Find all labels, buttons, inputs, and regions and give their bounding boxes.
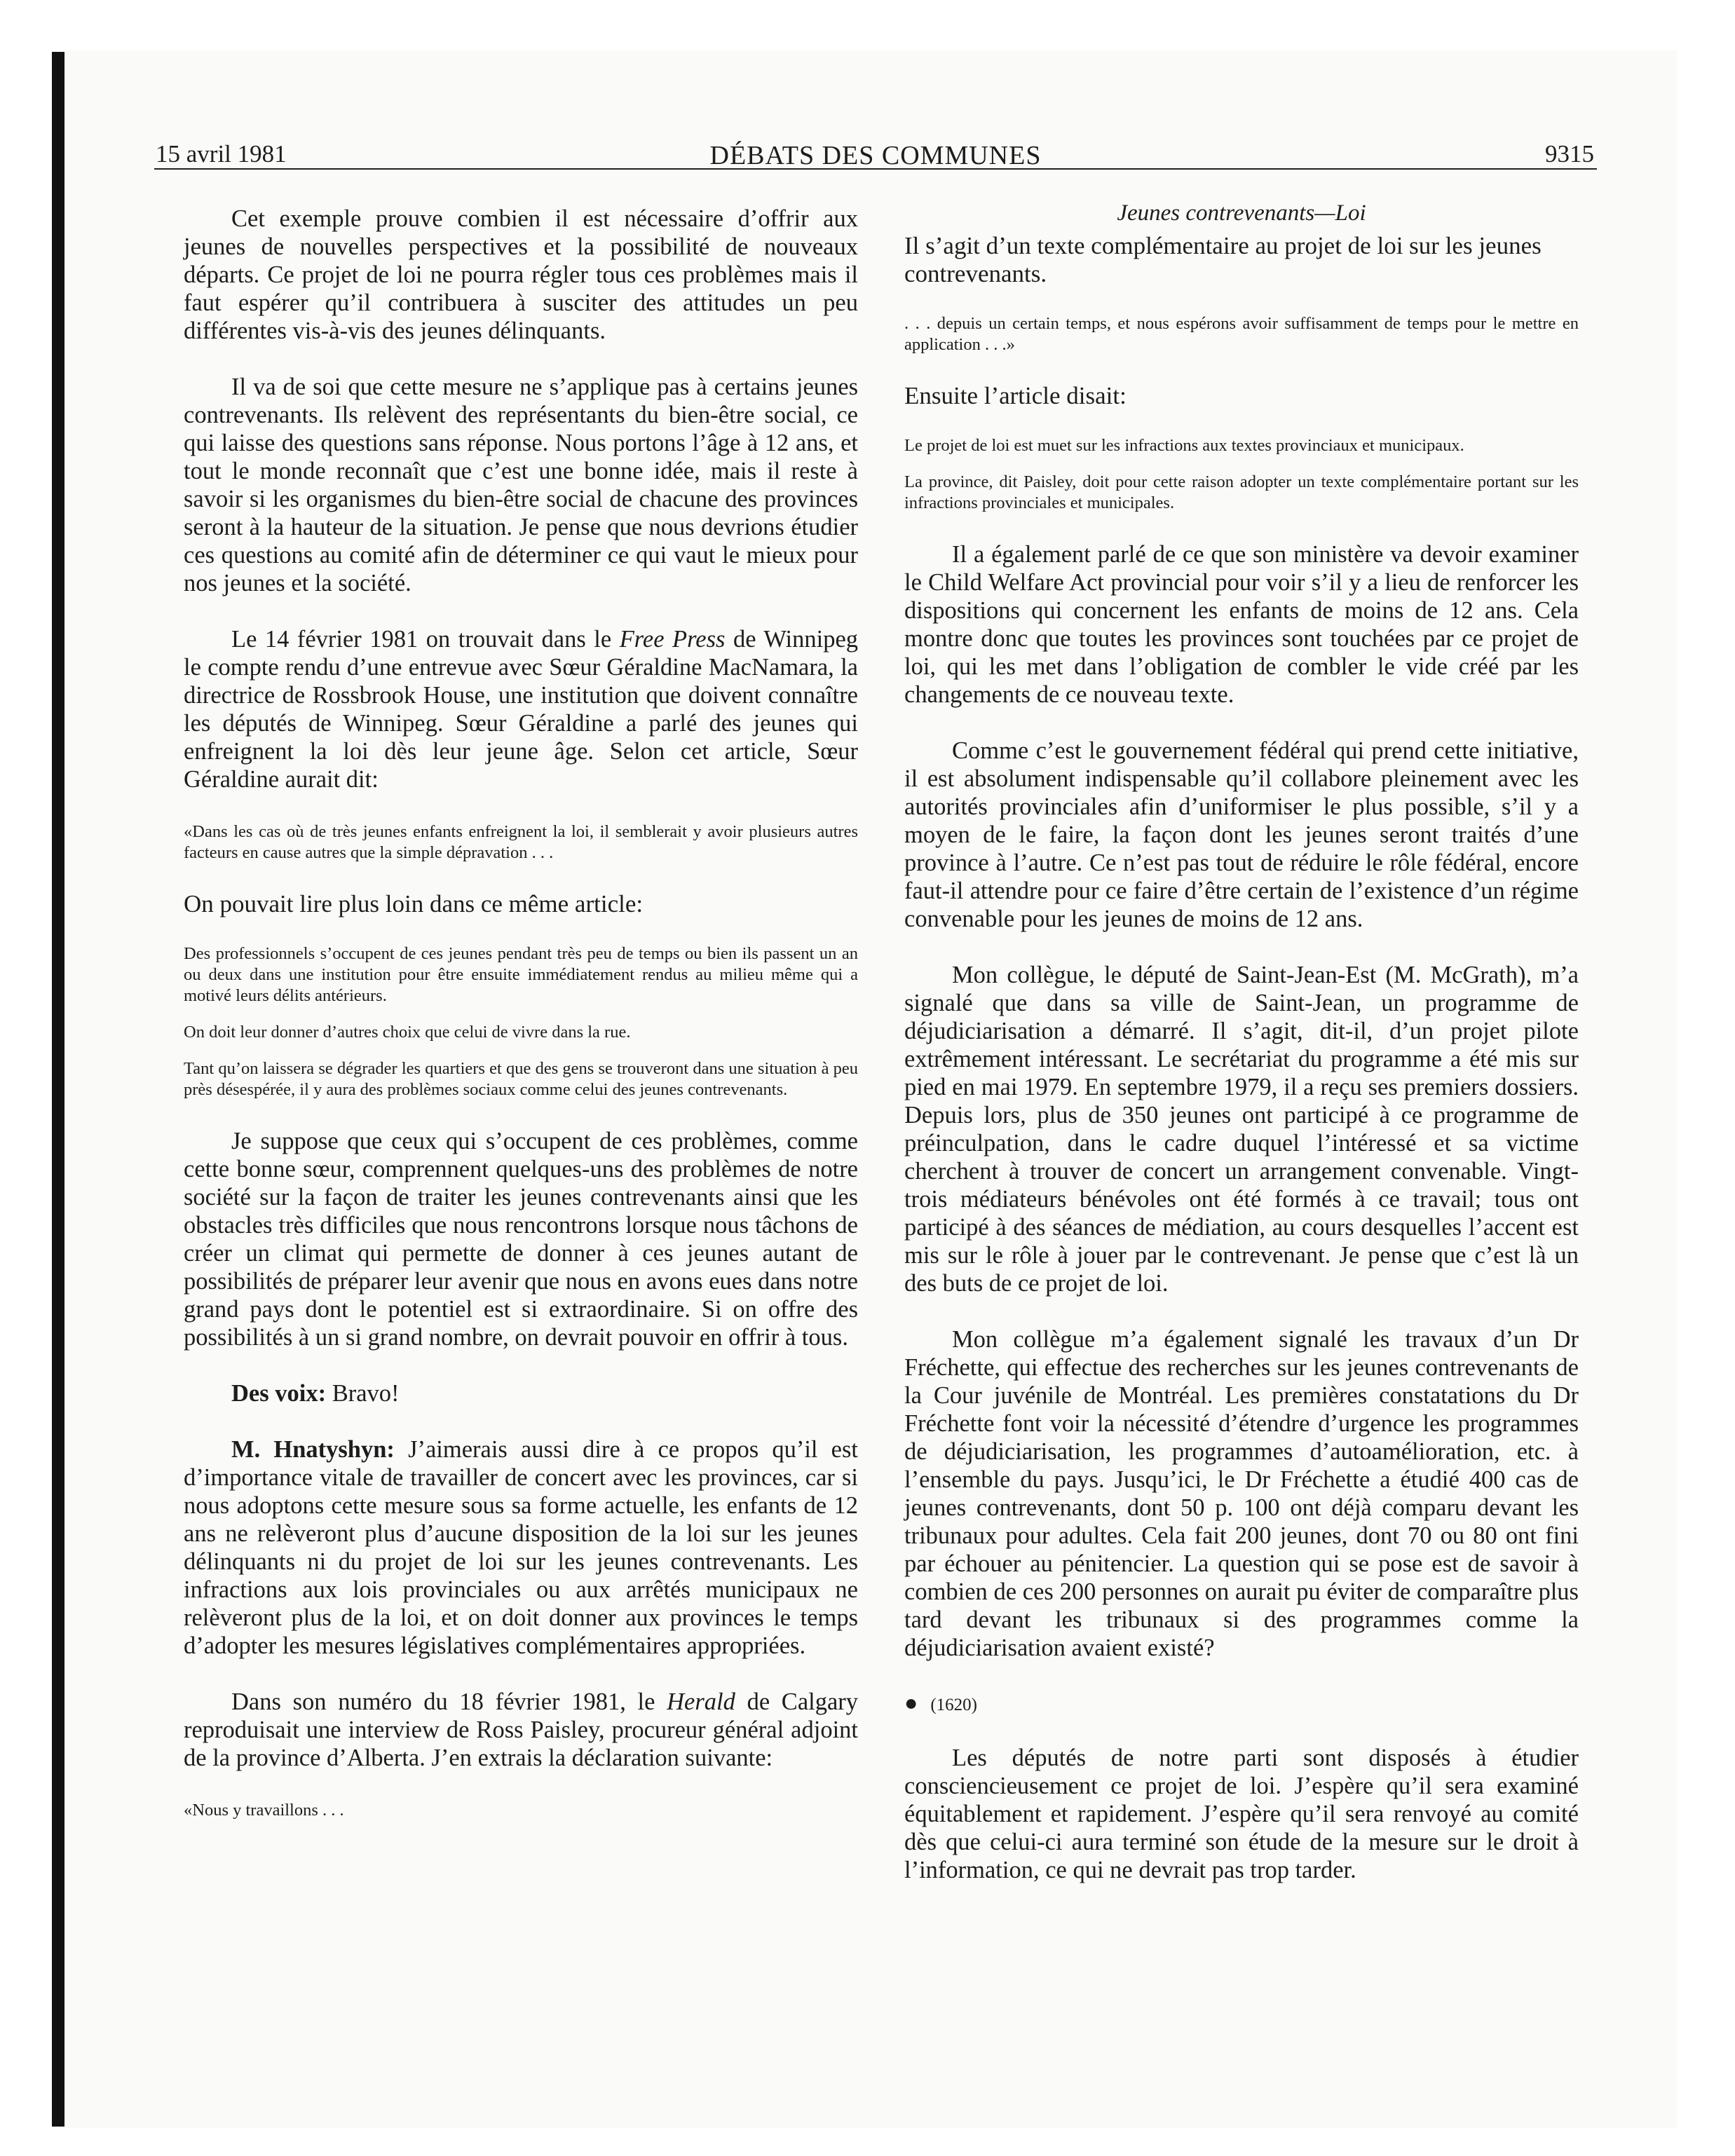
publication-title: Free Press [619,626,726,653]
time-stamp: (1620) [930,1696,977,1714]
text-span: de Winnipeg le compte rendu d’une entrevue avec Sœur Géraldine MacNamara, la directrice de Rossbrook House, une institution que doivent connaître les députés de Winnipeg. Sœur Géraldine a parlé des jeunes qui enfreignent la loi dès leur jeune âge. Selon cet article, Sœur Géraldine aurait dit: [184,626,859,793]
text-span: de Calgary reproduisait une interview de Ross Paisley, procureur général adjoint de la province d’Alberta. J’en extrais la déclaration suivante: [184,1688,859,1771]
paragraph [184,1688,858,1772]
quotation: «Dans les cas où de très jeunes enfants enfreignent la loi, il semblerait y avoir plusieurs autres facteurs en cause autres que la simple dépravation . . . [184,822,858,862]
header-page-number: 9315 [1545,140,1594,168]
speech-text: Bravo! [332,1380,400,1407]
speaker-name: M. Hnatyshyn: [231,1436,395,1463]
quotation: Des professionnels s’occupent de ces jeunes pendant très peu de temps ou bien ils passent un an ou deux dans une institution pour être ensuite immédiatement rendus au milieu même qui a motivé leurs délits antérieurs. [184,944,858,1005]
header-date: 15 avril 1981 [156,140,287,168]
paragraph: Comme c’est le gouvernement fédéral qui prend cette initiative, il est absolument indispensable qu’il collabore pleinement avec les autorités provinciales afin d’uniformiser le plus possible, s’il y a moyen de le faire, la façon dont les jeunes seront traités d’une province à l’autre. Ce n’est pas tout de réduire le rôle fédéral, encore faut-il attendre pour ce faire d’être certain de l’existence d’un régime convenable pour les jeunes de moins de 12 ans. [904,737,1579,932]
text-span: Dans son numéro du 18 février 1981, le [231,1688,655,1715]
paragraph: Je suppose que ceux qui s’occupent de ces problèmes, comme cette bonne sœur, comprennent quelques-uns des problèmes de notre société sur la façon de traiter les jeunes contrevenants ainsi que les obstacles très difficiles que nous rencontrons lorsque nous tâchons de créer un climat qui permette de donner à ces jeunes autant de possibilités de préparer leur avenir que nous en avons eues dans notre grand pays dont le potentiel est si extraordinaire. Si on offre des possibilités à un si grand nombre, on devrait pouvoir en offrir à tous. [184,1128,858,1351]
text-span: Le 14 février 1981 on trouvait dans le [231,626,612,653]
paragraph: Il a également parlé de ce que son ministère va devoir examiner le Child Welfare Act provincial pour voir s’il y a lieu de renforcer les dispositions qui concernent les enfants de moins de 12 ans. Cela montre donc que toutes les provinces sont touchées par ce projet de loi, qui les met dans l’obligation de combler le vide créé par les changements de ce nouveau texte. [904,541,1579,708]
paragraph: Il s’agit d’un texte complémentaire au projet de loi sur les jeunes contrevenants. [904,232,1542,287]
quotation: «Nous y travaillons . . . [184,1801,344,1820]
running-head: Jeunes contrevenants—Loi [1117,200,1366,226]
paragraph: On pouvait lire plus loin dans ce même article: [184,890,644,917]
speaker-name: Des voix: [231,1380,327,1407]
scan-edge [52,52,64,2127]
speaker-paragraph [184,1379,858,1407]
quotation: On doit leur donner d’autres choix que celui de vivre dans la rue. [184,1023,631,1042]
quotation: Le projet de loi est muet sur les infractions aux textes provinciaux et municipaux. [904,436,1464,455]
quotation: Tant qu’on laissera se dégrader les quartiers et que des gens se trouveront dans une situation à peu près désespérée, il y aura des problèmes sociaux comme celui des jeunes contrevenants. [184,1059,858,1099]
paragraph [184,625,858,793]
time-marker [904,1690,1579,1716]
left-column [184,205,858,1836]
paragraph: Mon collègue, le député de Saint-Jean-Est (M. McGrath), m’a signalé que dans sa ville de Saint-Jean, un programme de déjudiciarisation a démarré. Il s’agit, dit-il, d’un projet pilote extrêmement intéressant. Le secrétariat du programme a été mis sur pied en mai 1979. En septembre 1979, il a reçu ses premiers dossiers. Depuis lors, plus de 350 jeunes ont participé à ce programme de préinculpation, dans le cadre duquel l’intéressé et sa victime cherchent à trouver de concert un arrangement convenable. Vingt-trois médiateurs bénévoles ont été formés à ce travail; tous ont participé à des séances de médiation, au cours desquelles l’accent est mis sur le rôle à jouer par le contrevenant. Je pense que c’est là un des buts de ce projet de loi. [904,962,1579,1297]
speaker-paragraph [184,1435,858,1660]
quotation: La province, dit Paisley, doit pour cette raison adopter un texte complémentaire portant sur les infractions provinciales et municipales. [904,472,1579,512]
paragraph: Cet exemple prouve combien il est nécessaire d’offrir aux jeunes de nouvelles perspectives et la possibilité de nouveaux départs. Ce projet de loi ne pourra régler tous ces problèmes mais il faut espérer qu’il contribuera à susciter des attitudes un peu différentes vis-à-vis des jeunes délinquants. [184,205,858,344]
bullet-icon: ● [904,1690,918,1715]
right-column [904,200,1579,1912]
paragraph: Les députés de notre parti sont disposés à étudier consciencieusement ce projet de loi. J’espère qu’il sera examiné équitablement et rapidement. J’espère qu’il sera renvoyé au comité dès que celui-ci aura terminé son étude de la mesure sur le droit à l’information, ce qui ne devrait pas trop tarder. [904,1745,1579,1883]
speech-text: J’aimerais aussi dire à ce propos qu’il est d’importance vitale de travailler de concert avec les provinces, car si nous adoptons cette mesure sous sa forme actuelle, les enfants de 12 ans ne relèveront plus d’aucune disposition de la loi sur les jeunes délinquants ni du projet de loi sur les jeunes contrevenants. Les infractions aux lois provinciales ou aux arrêtés municipaux ne relèveront plus de la loi, et on doit donner aux provinces le temps d’adopter les mesures législatives complémentaires appropriées. [184,1436,858,1659]
header-title: DÉBATS DES COMMUNES [709,141,1042,170]
page-header [154,137,1597,170]
publication-title: Herald [667,1688,735,1715]
paragraph: Mon collègue m’a également signalé les travaux d’un Dr Fréchette, qui effectue des recherches sur les jeunes contrevenants de la Cour juvénile de Montréal. Les premières constatations du Dr Fréchette font voir la nécessité d’étendre d’urgence les programmes de déjudiciarisation, les programmes d’autoamélioration, etc. à l’ensemble du pays. Jusqu’ici, le Dr Fréchette a étudié 400 cas de jeunes contrevenants, dont 50 p. 100 ont déjà comparu devant les tribunaux pour adultes. Cela fait 200 jeunes, dont 70 ou 80 ont fini par échouer au pénitencier. La question qui se pose est de savoir à combien de ces 200 personnes on aurait pu éviter de comparaître plus tard devant les tribunaux si des programmes comme la déjudiciarisation avaient existé? [904,1326,1579,1661]
paragraph: Ensuite l’article disait: [904,382,1127,409]
quotation: . . . depuis un certain temps, et nous espérons avoir suffisamment de temps pour le mettre en application . . .» [904,314,1579,354]
paragraph: Il va de soi que cette mesure ne s’applique pas à certains jeunes contrevenants. Ils relèvent des représentants du bien-être social, ce qui laisse des questions sans réponse. Nous portons l’âge à 12 ans, et tout le monde reconnaît que c’est une bonne idée, mais il reste à savoir si les organismes du bien-être social de chacune des provinces seront à la hauteur de la situation. Je pense que nous devrions étudier ces questions au comité afin de déterminer ce qui vaut le mieux pour nos jeunes et la société. [184,374,858,596]
